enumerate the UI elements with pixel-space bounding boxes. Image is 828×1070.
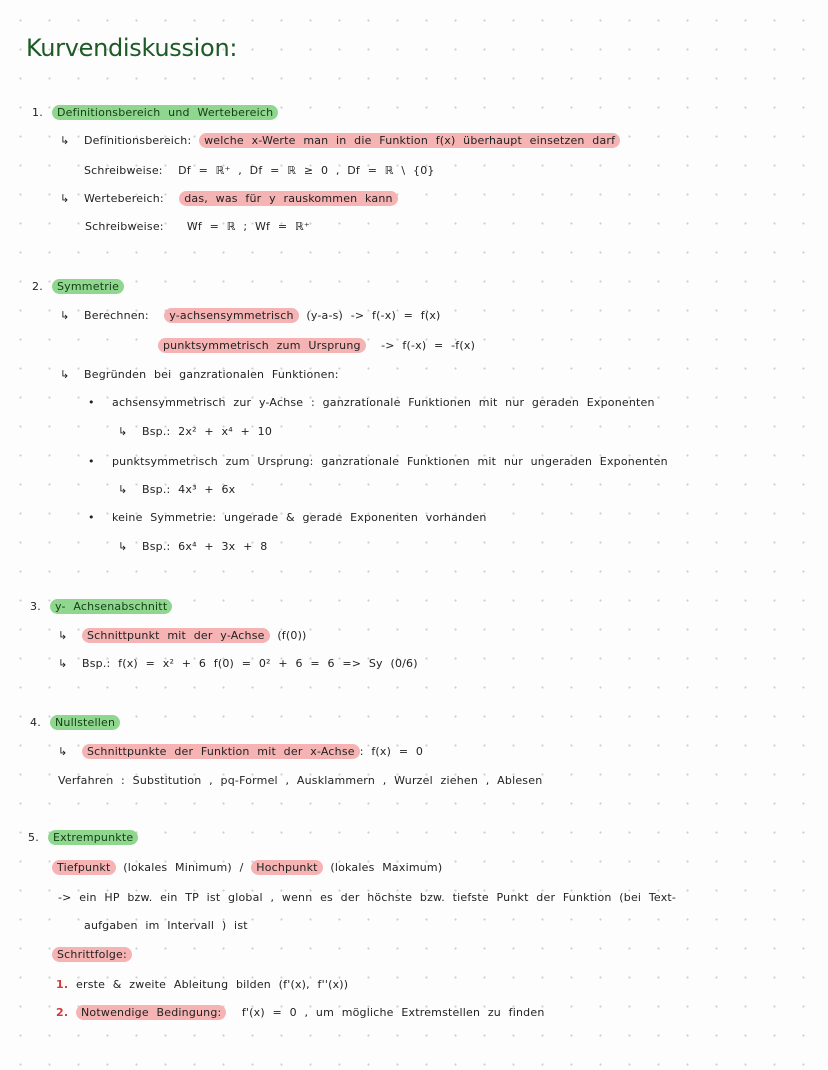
bullet-icon: •: [88, 396, 95, 409]
arrow-icon: ↳: [60, 192, 70, 205]
text: keine Symmetrie: ungerade & gerade Exponenten vorhanden: [112, 511, 487, 524]
arrow-icon: ↳: [58, 629, 68, 642]
bullet-icon: •: [88, 511, 95, 524]
verfahren-line: Verfahren : Substitution , pq-Formel , Ausklammern , Wurzel ziehen , Ablesen: [58, 774, 543, 787]
section-number: 1.: [32, 106, 43, 119]
text: (lokales Maximum): [330, 861, 443, 874]
arrow-icon: ↳: [58, 745, 68, 758]
bullet-item: [88, 510, 487, 526]
arrow-icon: ↳: [60, 134, 70, 147]
section-2-heading: [32, 279, 124, 295]
pink-highlight: y-achsensymmetrisch: [164, 308, 298, 323]
label: Definitionsbereich:: [84, 134, 192, 147]
bullet-icon: •: [88, 455, 95, 468]
step-2: [56, 1005, 545, 1021]
pink-highlight: das, was für y rauskommen kann: [179, 191, 397, 206]
formula: (y-a-s) -> f(-x) = f(x): [306, 309, 441, 322]
example-line: [118, 539, 267, 555]
example-line: [118, 482, 235, 498]
wertebereich-line: [60, 191, 398, 207]
pink-highlight: Schnittpunkt mit der y-Achse: [82, 628, 270, 643]
berechnen-line: [60, 308, 441, 324]
label: Wertebereich:: [84, 192, 164, 205]
text: Begründen bei ganzrationalen Funktionen:: [84, 368, 339, 381]
section-3-heading: [30, 599, 172, 615]
section-number: 2.: [32, 280, 43, 293]
nullstellen-line: [58, 744, 423, 760]
global-line-continued: aufgaben im Intervall ) ist: [84, 919, 248, 932]
arrow-icon: ↳: [60, 309, 70, 322]
formula: Bsp.: 6x⁴ + 3x + 8: [142, 540, 268, 553]
global-line: -> ein HP bzw. ein TP ist global , wenn es der höchste bzw. tiefste Punkt der Funktion (bei Text-: [58, 891, 677, 904]
section-number: 3.: [30, 600, 41, 613]
arrow-icon: ↳: [118, 483, 128, 496]
text: achsensymmetrisch zur y-Achse : ganzrationale Funktionen mit nur geraden Exponenten: [112, 396, 655, 409]
pink-highlight: welche x-Werte man in die Funktion f(x) überhaupt einsetzen darf: [199, 133, 620, 148]
pink-highlight: Tiefpunkt: [52, 860, 116, 875]
section-1-heading: [32, 105, 278, 121]
step-number: 1.: [56, 978, 69, 991]
begruenden-line: [60, 367, 339, 383]
label: Schreibweise:: [84, 164, 163, 177]
formula: Bsp.: 2x² + x⁴ + 10: [142, 425, 273, 438]
tiefpunkt-hochpunkt-line: [52, 860, 442, 876]
pink-highlight: Schrittfolge:: [52, 947, 132, 962]
text: erste & zweite Ableitung bilden (f'(x), f''(x)): [76, 978, 349, 991]
example-line: [58, 656, 418, 672]
formula: -> f(-x) = -f(x): [381, 339, 476, 352]
example-line: [118, 424, 272, 440]
arrow-icon: ↳: [118, 540, 128, 553]
pink-highlight: punktsymmetrisch zum Ursprung: [158, 338, 366, 353]
label: Schreibweise:: [85, 220, 164, 233]
arrow-icon: ↳: [118, 425, 128, 438]
text: f'(x) = 0 , um mögliche Extremstellen zu finden: [241, 1006, 545, 1019]
step-1: [56, 977, 348, 993]
text: (lokales Minimum) /: [123, 861, 244, 874]
section-5-heading: [28, 830, 138, 846]
text: punktsymmetrisch zum Ursprung: ganzrationale Funktionen mit nur ungeraden Exponenten: [112, 455, 668, 468]
bullet-item: [88, 454, 668, 470]
green-highlight: y- Achsenabschnitt: [50, 599, 172, 614]
green-highlight: Symmetrie: [52, 279, 124, 294]
schreibweise-line: [85, 219, 310, 235]
section-number: 5.: [28, 831, 39, 844]
pink-highlight: Schnittpunkte der Funktion mit der x-Achse: [82, 744, 360, 759]
punktsymmetrisch-line: [158, 338, 475, 354]
label: Berechnen:: [84, 309, 149, 322]
formula: Bsp.: 4x³ + 6x: [142, 483, 236, 496]
section-number: 4.: [30, 716, 41, 729]
formula: Df = ℝ⁺ , Df = ℝ ≥ 0 , Df = ℝ \ {0}: [178, 164, 435, 177]
arrow-icon: ↳: [60, 368, 70, 381]
page-title: Kurvendiskussion:: [26, 34, 238, 62]
step-number: 2.: [56, 1006, 69, 1019]
arrow-icon: ↳: [58, 657, 68, 670]
pink-highlight: Notwendige Bedingung:: [76, 1005, 226, 1020]
formula: (f(0)): [277, 629, 307, 642]
definitionsbereich-line: [60, 133, 620, 149]
pink-highlight: Hochpunkt: [251, 860, 322, 875]
schrittfolge-heading: [52, 947, 132, 963]
green-highlight: Nullstellen: [50, 715, 120, 730]
formula: Bsp.: f(x) = x² + 6 f(0) = 0² + 6 = 6 => Sy (0/6): [82, 657, 418, 670]
green-highlight: Extrempunkte: [48, 830, 138, 845]
schnittpunkt-line: [58, 628, 307, 644]
formula: Wf = ℝ ; Wf = ℝ⁺: [186, 220, 310, 233]
formula: : f(x) = 0: [359, 745, 424, 758]
green-highlight: Definitionsbereich und Wertebereich: [52, 105, 278, 120]
bullet-item: [88, 395, 655, 411]
section-4-heading: [30, 715, 120, 731]
schreibweise-line: [84, 163, 435, 179]
